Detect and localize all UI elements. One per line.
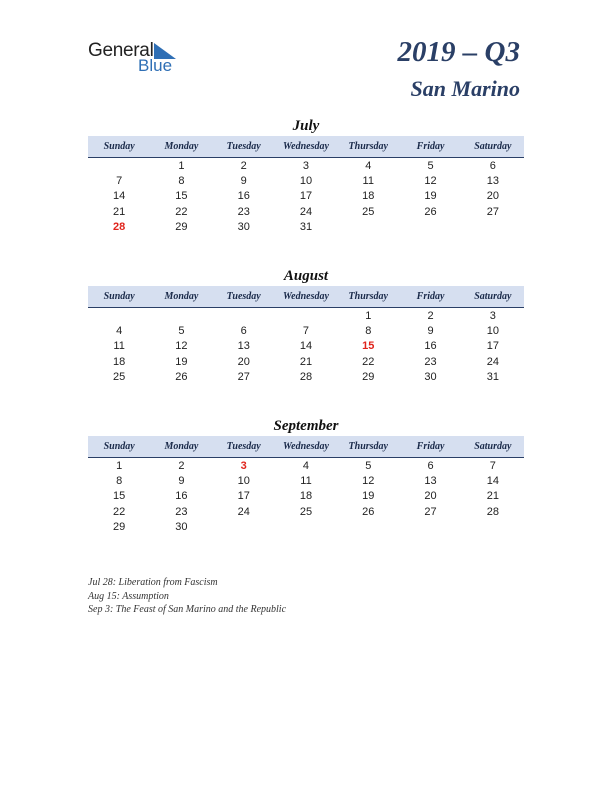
month-title: August (283, 268, 329, 284)
day-cell: 27 (486, 205, 499, 218)
day-cell: 13 (237, 340, 250, 353)
holiday-notes (88, 576, 286, 617)
day-cell: 11 (113, 340, 125, 353)
day-cell: 9 (427, 324, 434, 337)
day-cell: 20 (237, 355, 250, 368)
weekday-label: Sunday (103, 441, 135, 452)
day-cell: 1 (116, 459, 123, 472)
day-cell: 27 (424, 505, 437, 518)
day-cell: 20 (424, 490, 437, 503)
day-cell: 21 (299, 355, 313, 368)
day-cell: 31 (486, 370, 499, 383)
day-cell: 1 (365, 309, 372, 322)
holiday-note: Jul 28: Liberation from Fascism (88, 577, 218, 588)
week-row (88, 504, 524, 519)
day-cell: 6 (427, 459, 434, 472)
day-cell: 31 (299, 220, 313, 233)
week-grid (88, 458, 524, 534)
week-row (88, 354, 524, 369)
day-cell: 5 (427, 159, 434, 172)
week-row (88, 473, 524, 488)
day-cell: 14 (486, 474, 499, 487)
day-cell: 28 (486, 505, 499, 518)
day-cell: 14 (299, 340, 313, 353)
day-cell: 4 (365, 159, 372, 172)
day-cell: 18 (362, 190, 375, 203)
day-cell: 11 (362, 174, 374, 187)
weekday-label: Monday (164, 141, 199, 152)
brand-blue-text: Blue (138, 56, 173, 75)
week-row (88, 204, 524, 219)
day-cell: 8 (116, 474, 123, 487)
day-cell: 8 (178, 174, 185, 187)
day-cell: 23 (424, 355, 437, 368)
weekday-label: Monday (164, 291, 199, 302)
day-cell: 8 (365, 324, 372, 337)
day-cell: 9 (178, 474, 185, 487)
week-row (88, 323, 524, 338)
week-row (88, 219, 524, 234)
day-cell: 27 (237, 370, 250, 383)
day-cell: 4 (116, 324, 123, 337)
day-cell: 3 (302, 159, 310, 172)
week-row (88, 369, 524, 384)
day-cell: 12 (424, 174, 437, 187)
week-grid (88, 308, 524, 384)
week-row (88, 158, 524, 173)
weekday-header (88, 436, 524, 458)
day-cell: 15 (175, 190, 188, 203)
day-cell: 12 (362, 474, 375, 487)
day-cell: 1 (178, 159, 185, 172)
weekday-label: Saturday (474, 291, 512, 302)
holiday-note: Aug 15: Assumption (88, 590, 169, 602)
day-cell: 24 (299, 205, 313, 218)
day-cell: 23 (175, 505, 188, 518)
day-cell: 7 (489, 459, 496, 472)
day-cell: 15 (113, 490, 126, 503)
month-block-august (88, 266, 524, 384)
weekday-label: Wednesday (283, 441, 329, 452)
day-cell: 17 (299, 190, 313, 203)
month-title: September (273, 418, 339, 434)
weekday-label: Tuesday (226, 291, 261, 302)
weekday-label: Friday (416, 441, 445, 452)
page-subtitle: San Marino (410, 76, 520, 101)
week-row (88, 339, 524, 354)
day-cell: 16 (237, 190, 250, 203)
day-cell: 30 (237, 220, 250, 233)
day-cell: 21 (486, 490, 499, 503)
day-cell: 18 (113, 355, 126, 368)
month-block-july (88, 116, 524, 234)
weekday-label: Thursday (348, 441, 388, 452)
day-cell: 19 (175, 355, 188, 368)
day-cell: 3 (240, 459, 247, 472)
day-cell: 21 (113, 205, 126, 218)
day-cell: 23 (237, 205, 250, 218)
holiday-note: Sep 3: The Feast of San Marino and the Republic (88, 604, 287, 615)
week-row (88, 308, 524, 323)
day-cell: 7 (116, 174, 123, 187)
day-cell: 10 (299, 174, 313, 187)
day-cell: 13 (486, 174, 499, 187)
day-cell: 30 (424, 370, 437, 383)
day-cell: 5 (178, 324, 185, 337)
day-cell: 17 (237, 490, 250, 503)
weekday-label: Wednesday (283, 141, 329, 152)
day-cell: 25 (299, 505, 313, 518)
week-row (88, 458, 524, 473)
day-cell: 9 (240, 174, 247, 187)
brand-logo (88, 40, 188, 80)
day-cell: 5 (365, 459, 372, 472)
day-cell: 26 (424, 205, 437, 218)
day-cell: 20 (486, 190, 499, 203)
day-cell: 19 (424, 190, 437, 203)
brand-general-text: General (88, 40, 154, 61)
day-cell: 11 (300, 474, 312, 487)
day-cell: 10 (486, 324, 499, 337)
weekday-header (88, 136, 524, 158)
day-cell: 18 (299, 490, 313, 503)
day-cell: 7 (302, 324, 310, 337)
day-cell: 6 (489, 159, 496, 172)
day-cell: 26 (362, 505, 375, 518)
day-cell: 2 (178, 459, 185, 472)
weekday-label: Saturday (474, 141, 512, 152)
day-cell: 3 (489, 309, 496, 322)
weekday-header (88, 286, 524, 308)
weekday-label: Friday (416, 291, 445, 302)
weekday-label: Thursday (348, 141, 388, 152)
day-cell: 16 (175, 490, 188, 503)
day-cell: 28 (299, 370, 313, 383)
weekday-label: Wednesday (283, 291, 329, 302)
day-cell: 30 (175, 520, 188, 533)
weekday-label: Thursday (348, 291, 388, 302)
day-cell: 13 (424, 474, 437, 487)
week-row (88, 173, 524, 188)
day-cell: 4 (302, 459, 310, 472)
week-row (88, 519, 524, 534)
day-cell: 22 (113, 505, 126, 518)
day-cell: 19 (362, 490, 375, 503)
weekday-label: Saturday (474, 441, 512, 452)
weekday-label: Sunday (103, 291, 135, 302)
day-cell: 29 (113, 520, 126, 533)
day-cell: 22 (362, 355, 375, 368)
weekday-label: Sunday (103, 141, 135, 152)
weekday-label: Tuesday (226, 441, 261, 452)
day-cell: 22 (175, 205, 188, 218)
day-cell: 25 (362, 205, 375, 218)
day-cell: 10 (237, 474, 250, 487)
day-cell: 17 (486, 340, 499, 353)
day-cell: 2 (427, 309, 434, 322)
day-cell: 25 (113, 370, 126, 383)
day-cell: 2 (240, 159, 247, 172)
week-grid (88, 158, 524, 234)
week-row (88, 489, 524, 504)
day-cell: 15 (362, 340, 375, 353)
day-cell: 24 (486, 355, 499, 368)
weekday-label: Friday (416, 141, 445, 152)
day-cell: 12 (175, 340, 188, 353)
day-cell: 24 (237, 505, 250, 518)
page-title: 2019 – Q3 (397, 36, 520, 68)
day-cell: 28 (113, 220, 126, 233)
weekday-label: Tuesday (226, 141, 261, 152)
day-cell: 29 (175, 220, 188, 233)
day-cell: 14 (113, 190, 126, 203)
day-cell: 29 (362, 370, 375, 383)
day-cell: 26 (175, 370, 188, 383)
day-cell: 16 (424, 340, 437, 353)
weekday-label: Monday (164, 441, 199, 452)
week-row (88, 189, 524, 204)
month-title: July (292, 118, 320, 134)
month-block-september (88, 416, 524, 534)
day-cell: 6 (240, 324, 247, 337)
